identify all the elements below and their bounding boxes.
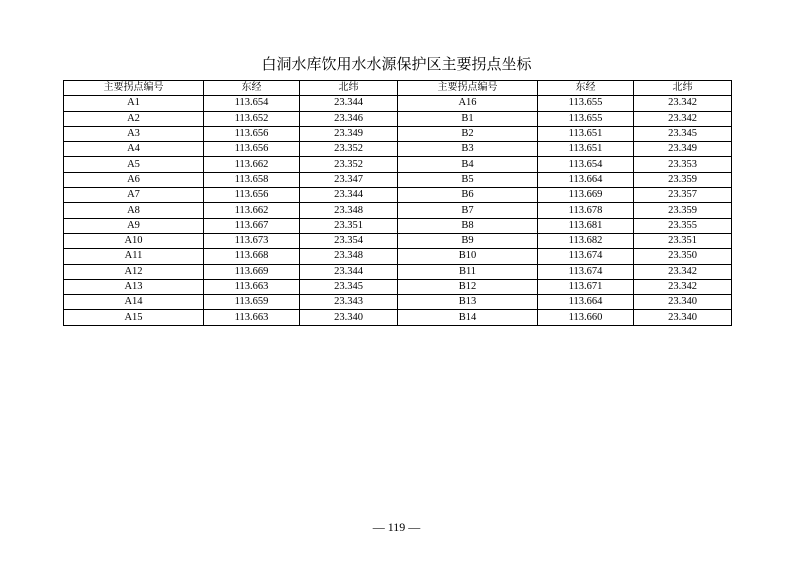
- header-point-id-2: 主要拐点编号: [398, 81, 538, 96]
- cell-latitude: 23.348: [300, 203, 398, 218]
- cell-point-id: B3: [398, 142, 538, 157]
- cell-latitude: 23.346: [300, 111, 398, 126]
- header-point-id: 主要拐点编号: [64, 81, 204, 96]
- table-row: [64, 172, 732, 187]
- cell-point-id: B6: [398, 188, 538, 203]
- cell-point-id: B10: [398, 249, 538, 264]
- table-body: [64, 96, 732, 325]
- cell-latitude: 23.345: [300, 279, 398, 294]
- cell-latitude: 23.349: [300, 126, 398, 141]
- cell-latitude: 23.340: [634, 295, 732, 310]
- cell-point-id: A15: [64, 310, 204, 325]
- cell-point-id: A10: [64, 233, 204, 248]
- cell-longitude: 113.660: [538, 310, 634, 325]
- cell-latitude: 23.355: [634, 218, 732, 233]
- cell-longitude: 113.664: [538, 172, 634, 187]
- cell-longitude: 113.678: [538, 203, 634, 218]
- cell-latitude: 23.352: [300, 157, 398, 172]
- cell-longitude: 113.654: [538, 157, 634, 172]
- cell-latitude: 23.351: [634, 233, 732, 248]
- cell-point-id: A14: [64, 295, 204, 310]
- header-longitude-2: 东经: [538, 81, 634, 96]
- cell-point-id: B12: [398, 279, 538, 294]
- cell-point-id: B14: [398, 310, 538, 325]
- cell-latitude: 23.359: [634, 203, 732, 218]
- cell-point-id: A2: [64, 111, 204, 126]
- cell-latitude: 23.352: [300, 142, 398, 157]
- cell-point-id: B13: [398, 295, 538, 310]
- cell-point-id: B1: [398, 111, 538, 126]
- cell-longitude: 113.659: [204, 295, 300, 310]
- table-row: [64, 295, 732, 310]
- cell-latitude: 23.345: [634, 126, 732, 141]
- cell-latitude: 23.349: [634, 142, 732, 157]
- header-latitude-2: 北纬: [634, 81, 732, 96]
- table-row: [64, 126, 732, 141]
- cell-latitude: 23.342: [634, 264, 732, 279]
- cell-latitude: 23.343: [300, 295, 398, 310]
- cell-longitude: 113.656: [204, 126, 300, 141]
- cell-longitude: 113.651: [538, 142, 634, 157]
- cell-point-id: A9: [64, 218, 204, 233]
- cell-longitude: 113.674: [538, 249, 634, 264]
- cell-point-id: A13: [64, 279, 204, 294]
- cell-point-id: B5: [398, 172, 538, 187]
- cell-point-id: A8: [64, 203, 204, 218]
- cell-latitude: 23.359: [634, 172, 732, 187]
- table-row: [64, 310, 732, 325]
- cell-latitude: 23.348: [300, 249, 398, 264]
- cell-point-id: B9: [398, 233, 538, 248]
- page-number: — 119 —: [372, 520, 421, 534]
- cell-latitude: 23.340: [300, 310, 398, 325]
- cell-longitude: 113.681: [538, 218, 634, 233]
- cell-point-id: A11: [64, 249, 204, 264]
- cell-longitude: 113.673: [204, 233, 300, 248]
- cell-latitude: 23.344: [300, 188, 398, 203]
- cell-longitude: 113.663: [204, 279, 300, 294]
- cell-longitude: 113.671: [538, 279, 634, 294]
- cell-longitude: 113.664: [538, 295, 634, 310]
- cell-longitude: 113.656: [204, 188, 300, 203]
- table-header-row: [64, 81, 732, 96]
- cell-latitude: 23.350: [634, 249, 732, 264]
- cell-longitude: 113.652: [204, 111, 300, 126]
- cell-point-id: B8: [398, 218, 538, 233]
- cell-point-id: B7: [398, 203, 538, 218]
- table-row: [64, 203, 732, 218]
- table-row: [64, 142, 732, 157]
- cell-longitude: 113.655: [538, 111, 634, 126]
- table-row: [64, 264, 732, 279]
- cell-point-id: B4: [398, 157, 538, 172]
- cell-point-id: A4: [64, 142, 204, 157]
- cell-latitude: 23.344: [300, 264, 398, 279]
- cell-longitude: 113.662: [204, 157, 300, 172]
- cell-point-id: B2: [398, 126, 538, 141]
- cell-longitude: 113.658: [204, 172, 300, 187]
- cell-longitude: 113.674: [538, 264, 634, 279]
- table-row: [64, 218, 732, 233]
- table-row: [64, 188, 732, 203]
- cell-latitude: 23.347: [300, 172, 398, 187]
- cell-longitude: 113.669: [204, 264, 300, 279]
- table-row: [64, 233, 732, 248]
- cell-point-id: A12: [64, 264, 204, 279]
- cell-point-id: A16: [398, 96, 538, 111]
- cell-latitude: 23.344: [300, 96, 398, 111]
- table-row: [64, 111, 732, 126]
- cell-latitude: 23.342: [634, 279, 732, 294]
- table-row: [64, 157, 732, 172]
- cell-longitude: 113.663: [204, 310, 300, 325]
- cell-point-id: A1: [64, 96, 204, 111]
- cell-latitude: 23.357: [634, 188, 732, 203]
- header-longitude: 东经: [204, 81, 300, 96]
- table-row: [64, 279, 732, 294]
- cell-longitude: 113.668: [204, 249, 300, 264]
- cell-longitude: 113.651: [538, 126, 634, 141]
- cell-point-id: B11: [398, 264, 538, 279]
- cell-point-id: A6: [64, 172, 204, 187]
- cell-longitude: 113.669: [538, 188, 634, 203]
- coordinates-table: [63, 80, 732, 326]
- cell-point-id: A7: [64, 188, 204, 203]
- cell-longitude: 113.667: [204, 218, 300, 233]
- cell-point-id: A3: [64, 126, 204, 141]
- cell-latitude: 23.342: [634, 96, 732, 111]
- cell-longitude: 113.655: [538, 96, 634, 111]
- cell-longitude: 113.656: [204, 142, 300, 157]
- cell-latitude: 23.353: [634, 157, 732, 172]
- cell-longitude: 113.662: [204, 203, 300, 218]
- cell-latitude: 23.340: [634, 310, 732, 325]
- cell-latitude: 23.354: [300, 233, 398, 248]
- cell-longitude: 113.682: [538, 233, 634, 248]
- cell-latitude: 23.351: [300, 218, 398, 233]
- page-title: 白洞水库饮用水水源保护区主要拐点坐标: [261, 55, 532, 73]
- cell-point-id: A5: [64, 157, 204, 172]
- table-row: [64, 96, 732, 111]
- table-row: [64, 249, 732, 264]
- cell-longitude: 113.654: [204, 96, 300, 111]
- header-latitude: 北纬: [300, 81, 398, 96]
- cell-latitude: 23.342: [634, 111, 732, 126]
